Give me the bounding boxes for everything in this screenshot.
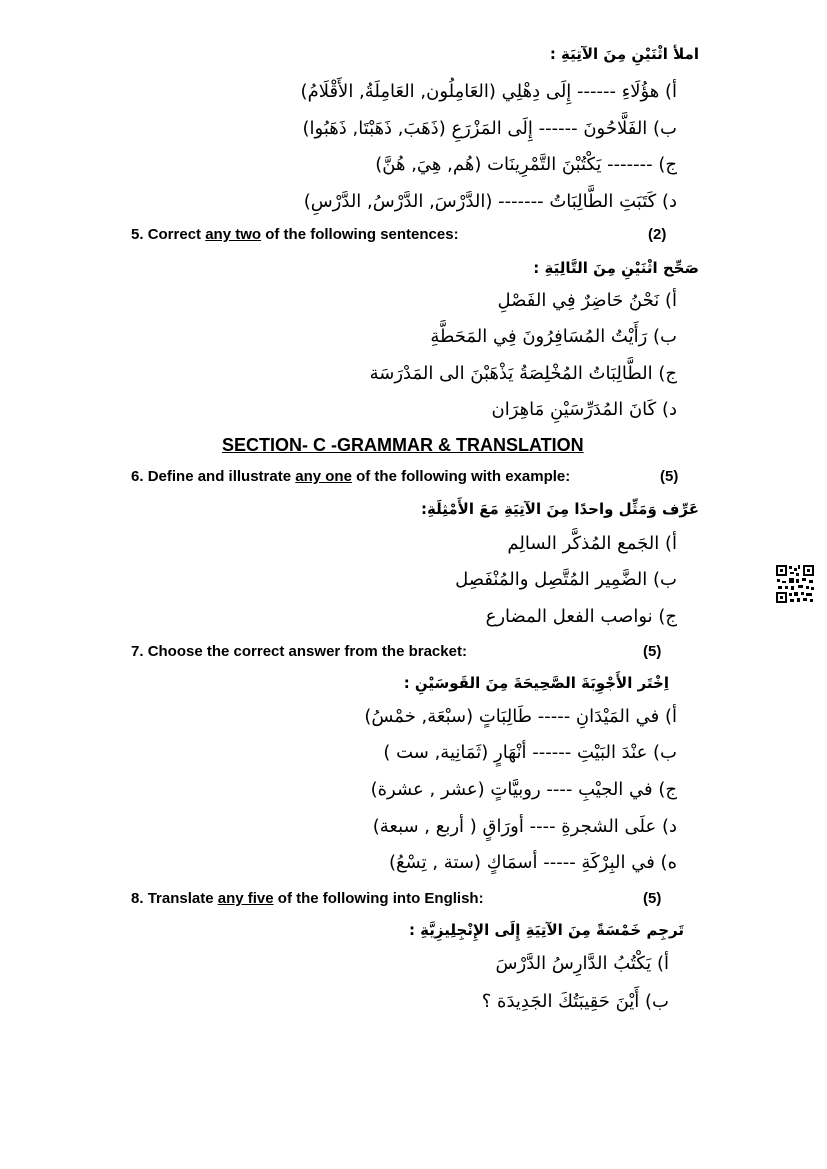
q8-post: of the following into English: xyxy=(273,890,484,907)
q7-item-c: ج) في الجيْبِ ---- روبيَّاتٍ (عشر , عشرة) xyxy=(370,779,677,800)
q5-underlined: any two xyxy=(205,226,262,243)
q6-heading: عَرِّف وَمَثِّل واحدًا مِنَ الآتِيَةِ مَعَ الأَمْثِلَةِ: xyxy=(421,500,699,518)
q8-item-b: ب) أَيْنَ حَقِيبَتُكَ الجَدِيدَة ؟ xyxy=(481,991,669,1012)
q5-marks: (2) xyxy=(648,226,667,243)
q4-item-a: أ) هؤُلَاءِ ------ إِلَى دِهْلِي (العَامِلُون, العَامِلَةُ, الأَقْلَامُ) xyxy=(300,81,677,102)
q7-marks: (5) xyxy=(643,643,662,660)
q6-item-a: أ) الجَمع المُذكَّر السالِم xyxy=(507,533,677,554)
q7-item-b: ب) عنْدَ البَيْتِ ------ أنْهَارٍ (ثَمَانِية, ست ) xyxy=(383,742,677,763)
q8-item-a: أ) يَكْتُبُ الدَّارِسُ الدَّرْسَ xyxy=(495,953,669,974)
q7-heading: اِخْتَر الأَجْوِبَةَ الصَّحِيحَةَ مِنَ القَوسَيْنِ : xyxy=(403,674,669,692)
q6-item-c: ج) نواصب الفعل المضارع xyxy=(485,606,677,627)
q8-heading: تَرجِم خَمْسَةً مِنَ الآتِيَةِ إِلَى الإِنْجِلِيزِيَّةِ : xyxy=(408,921,684,939)
section-title: SECTION- C -GRAMMAR & TRANSLATION xyxy=(222,435,584,455)
qr-code-icon xyxy=(775,564,815,604)
q6-underlined: any one xyxy=(295,468,352,485)
q4-item-b: ب) الفَلَّاحُونَ ------ إِلَى المَزْرَعِ (ذَهَبَ, ذَهَبْتَا, ذَهَبُوا) xyxy=(302,118,677,139)
q8-pre: Translate xyxy=(147,890,218,907)
q6-item-b: ب) الضَّمِير المُتَّصِل والمُنْفَصِل xyxy=(455,569,677,590)
q7-item-e: ه) في البِرْكَةِ ----- أسمَاكٍ (ستة , تِسْعُ) xyxy=(388,852,677,873)
q5-item-a: أ) نَحْنُ حَاضِرٌ فِي الفَصْلِ xyxy=(497,290,677,311)
q7-item-d: د) علَى الشجرةِ ---- أورَاقٍ ( أربع , سبعة) xyxy=(372,816,677,837)
q5-number: 5. xyxy=(131,226,144,243)
q8-marks: (5) xyxy=(643,890,662,907)
q8-question xyxy=(131,889,484,909)
q5-question xyxy=(131,225,459,245)
q5-post: of the following sentences: xyxy=(261,226,459,243)
q4-heading: املأ اثْنَيْنِ مِنَ الآتِيَةِ : xyxy=(549,45,699,63)
q6-marks: (5) xyxy=(660,468,679,485)
q7-text: Choose the correct answer from the bracket: xyxy=(147,643,467,660)
q5-item-c: ج) الطَّالِبَاتُ المُخْلِصَةُ يَذْهَبْنَ الى المَدْرَسَة xyxy=(369,363,677,384)
q6-pre: Define and illustrate xyxy=(147,468,296,485)
q8-number: 8. xyxy=(131,890,144,907)
q8-underlined: any five xyxy=(217,890,274,907)
q5-item-d: د) كَانَ المُدَرِّسَيْنِ مَاهِرَان xyxy=(491,399,677,420)
q7-item-a: أ) في المَيْدَانِ ----- طَالِبَاتٍ (سبْعَة, خمْسُ) xyxy=(364,706,677,727)
q6-post: of the following with example: xyxy=(351,468,571,485)
q5-heading: صَحِّح اثْنَيْنِ مِنَ التَّالِيَةِ : xyxy=(533,259,699,277)
q6-question xyxy=(131,467,570,487)
q4-item-d: د) كَتَبَتِ الطَّالِبَاتُ ------- (الدَّرْسَ, الدَّرْسُ, الدَّرْسِ) xyxy=(303,191,677,212)
q6-number: 6. xyxy=(131,468,144,485)
q5-pre: Correct xyxy=(147,226,206,243)
q7-question xyxy=(131,642,467,662)
q4-item-c: ج) ------- يَكْتُبْنَ التَّمْرِينَات (هُم, هِيَ, هُنَّ) xyxy=(375,154,677,175)
q5-item-b: ب) رَأَيْتُ المُسَافِرُونَ فِي المَحَطَّةِ xyxy=(430,326,677,347)
q7-number: 7. xyxy=(131,643,144,660)
